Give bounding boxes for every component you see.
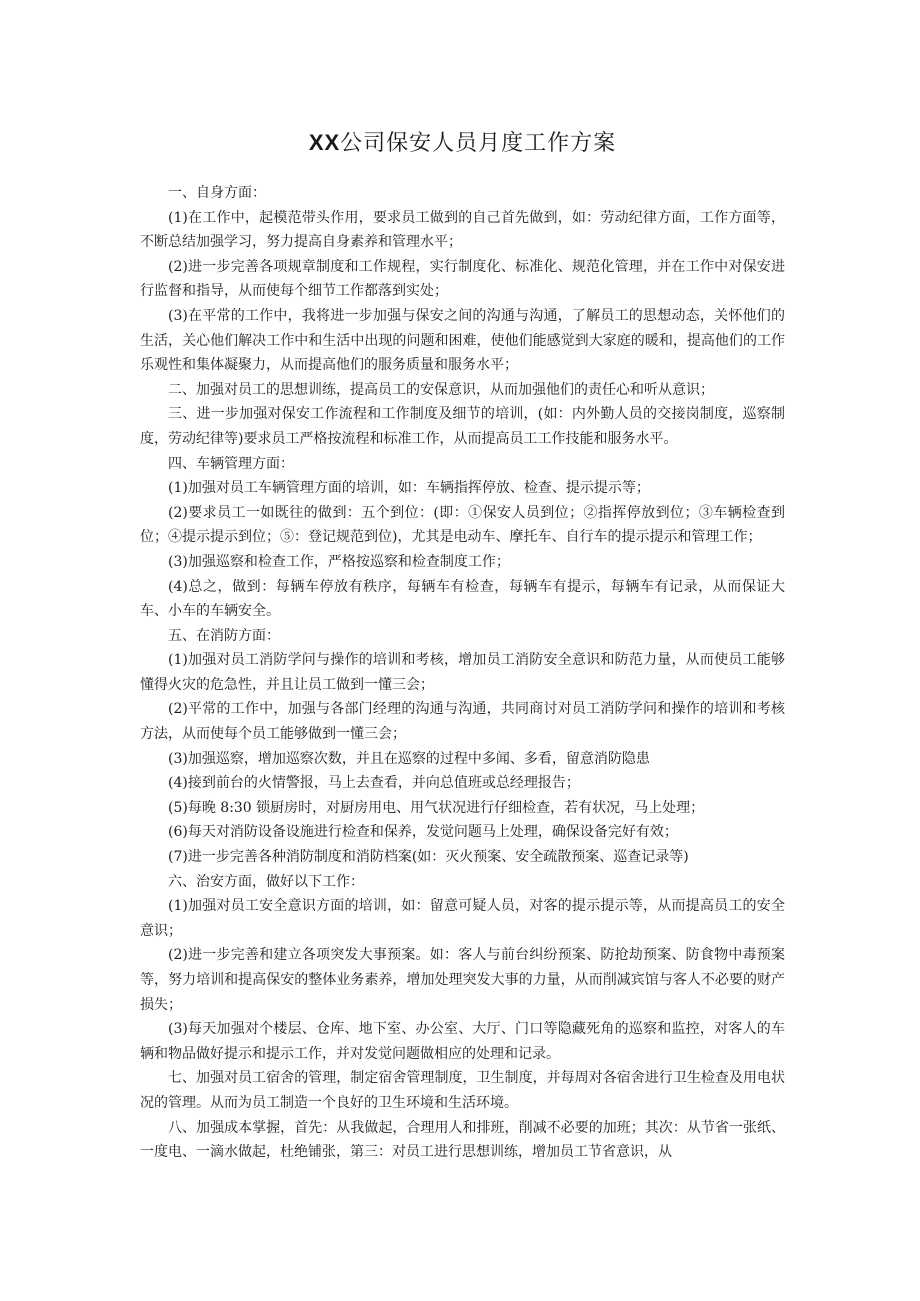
section-heading: 八、加强成本掌握，首先：从我做起，合理用人和排班，削减不必要的加班；其次：从节省一张纸、一度电、一滴水做起，杜绝铺张，第三：对员工进行思想训练，增加员工节省意识，从: [140, 1119, 785, 1161]
paragraph: (4)总之，做到：每辆车停放有秩序，每辆车有检查，每辆车有提示，每辆车有记录，从而保证大车、小车的车辆安全。: [140, 578, 785, 620]
section-heading: 二、加强对员工的思想训练，提高员工的安保意识，从而加强他们的责任心和听从意识；: [168, 381, 714, 398]
paragraph: (1)加强对员工消防学问与操作的培训和考核，增加员工消防安全意识和防范力量，从而使员工能够懂得火灾的危急性，并且让员工做到一懂三会；: [140, 652, 785, 693]
document-title: [140, 128, 785, 159]
title-main: 公司保安人员月度工作方案: [340, 131, 617, 156]
paragraph: (1)在工作中，起模范带头作用，要求员工做到的自己首先做到，如：劳动纪律方面，工作方面等，不断总结加强学习，努力提高自身素养和管理水平；: [140, 209, 785, 251]
paragraph: (3)加强巡察和检查工作，严格按巡察和检查制度工作；: [168, 553, 510, 570]
paragraph: (3)每天加强对个楼层、仓库、地下室、办公室、大厅、门口等隐藏死角的巡察和监控，对客人的车辆和物品做好提示和提示工作，并对发觉问题做相应的处理和记录。: [140, 1021, 785, 1062]
paragraph: (5)每晚 8:30 锁厨房时，对厨房用电、用气状况进行仔细检查，若有状况，马上处理；: [168, 799, 705, 816]
paragraph: (2)进一步完善各项规章制度和工作规程，实行制度化、标准化、规范化管理，并在工作中对保安进行监督和指导，从而使每个细节工作都落到实处；: [140, 258, 785, 300]
section-heading: 一、自身方面：: [168, 185, 266, 201]
section-heading: 六、治安方面，做好以下工作：: [168, 873, 364, 890]
document-page: [140, 128, 785, 1165]
paragraph: (1)加强对员工车辆管理方面的培训，如：车辆指挥停放、检查、提示提示等；: [168, 480, 650, 497]
section-heading: 四、车辆管理方面：: [168, 455, 294, 472]
paragraph: (1)加强对员工安全意识方面的培训，如：留意可疑人员，对客的提示提示等，从而提高员工的安全意识；: [140, 898, 785, 939]
paragraph: (7)进一步完善各种消防制度和消防档案(如：灭火预案、安全疏散预案、巡查记录等): [168, 849, 689, 866]
paragraph: (3)加强巡察，增加巡察次数，并且在巡察的过程中多闻、多看，留意消防隐患: [168, 750, 650, 767]
paragraph: (3)在平常的工作中，我将进一步加强与保安之间的沟通与沟通，了解员工的思想动态，关怀他们的生活，关心他们解决工作中和生活中出现的问题和困难，使他们能感觉到大家庭的暖和，提高他们的工作乐观性和集体凝聚力，从而提高他们的服务质量和服务水平；: [140, 307, 785, 374]
paragraph: (6)每天对消防设备设施进行检查和保养，发觉问题马上处理，确保设备完好有效；: [168, 824, 678, 841]
paragraph: (4)接到前台的火情警报，马上去查看，并向总值班或总经理报告；: [168, 775, 580, 792]
paragraph: (2)平常的工作中，加强与各部门经理的沟通与沟通，共同商讨对员工消防学问和操作的培训和考核方法，从而使每个员工能够做到一懂三会；: [140, 701, 785, 743]
title-prefix: XX: [308, 130, 341, 155]
paragraph: (2)要求员工一如既往的做到：五个到位：(即：①保安人员到位；②指挥停放到位；③车辆检查到位；④提示提示到位；⑤：登记规范到位)，尤其是电动车、摩托车、自行车的提示提示和管理工作；: [140, 504, 785, 546]
section-heading: 五、在消防方面：: [168, 627, 280, 644]
document-body: [140, 181, 785, 1165]
section-heading: 三、进一步加强对保安工作流程和工作制度及细节的培训，(如：内外勤人员的交接岗制度，巡察制度，劳动纪律等)要求员工严格按流程和标准工作，从而提高员工工作技能和服务水平。: [140, 406, 785, 447]
section-heading: 七、加强对员工宿舍的管理，制定宿舍管理制度，卫生制度，并每周对各宿舍进行卫生检查及用电状况的管理。从而为员工制造一个良好的卫生环境和生活环境。: [140, 1070, 785, 1111]
paragraph: (2)进一步完善和建立各项突发大事预案。如：客人与前台纠纷预案、防抢劫预案、防食物中毒预案等，努力培训和提高保安的整体业务素养，增加处理突发大事的力量，从而削减宾馆与客人不必要的财产损失；: [140, 947, 785, 1013]
